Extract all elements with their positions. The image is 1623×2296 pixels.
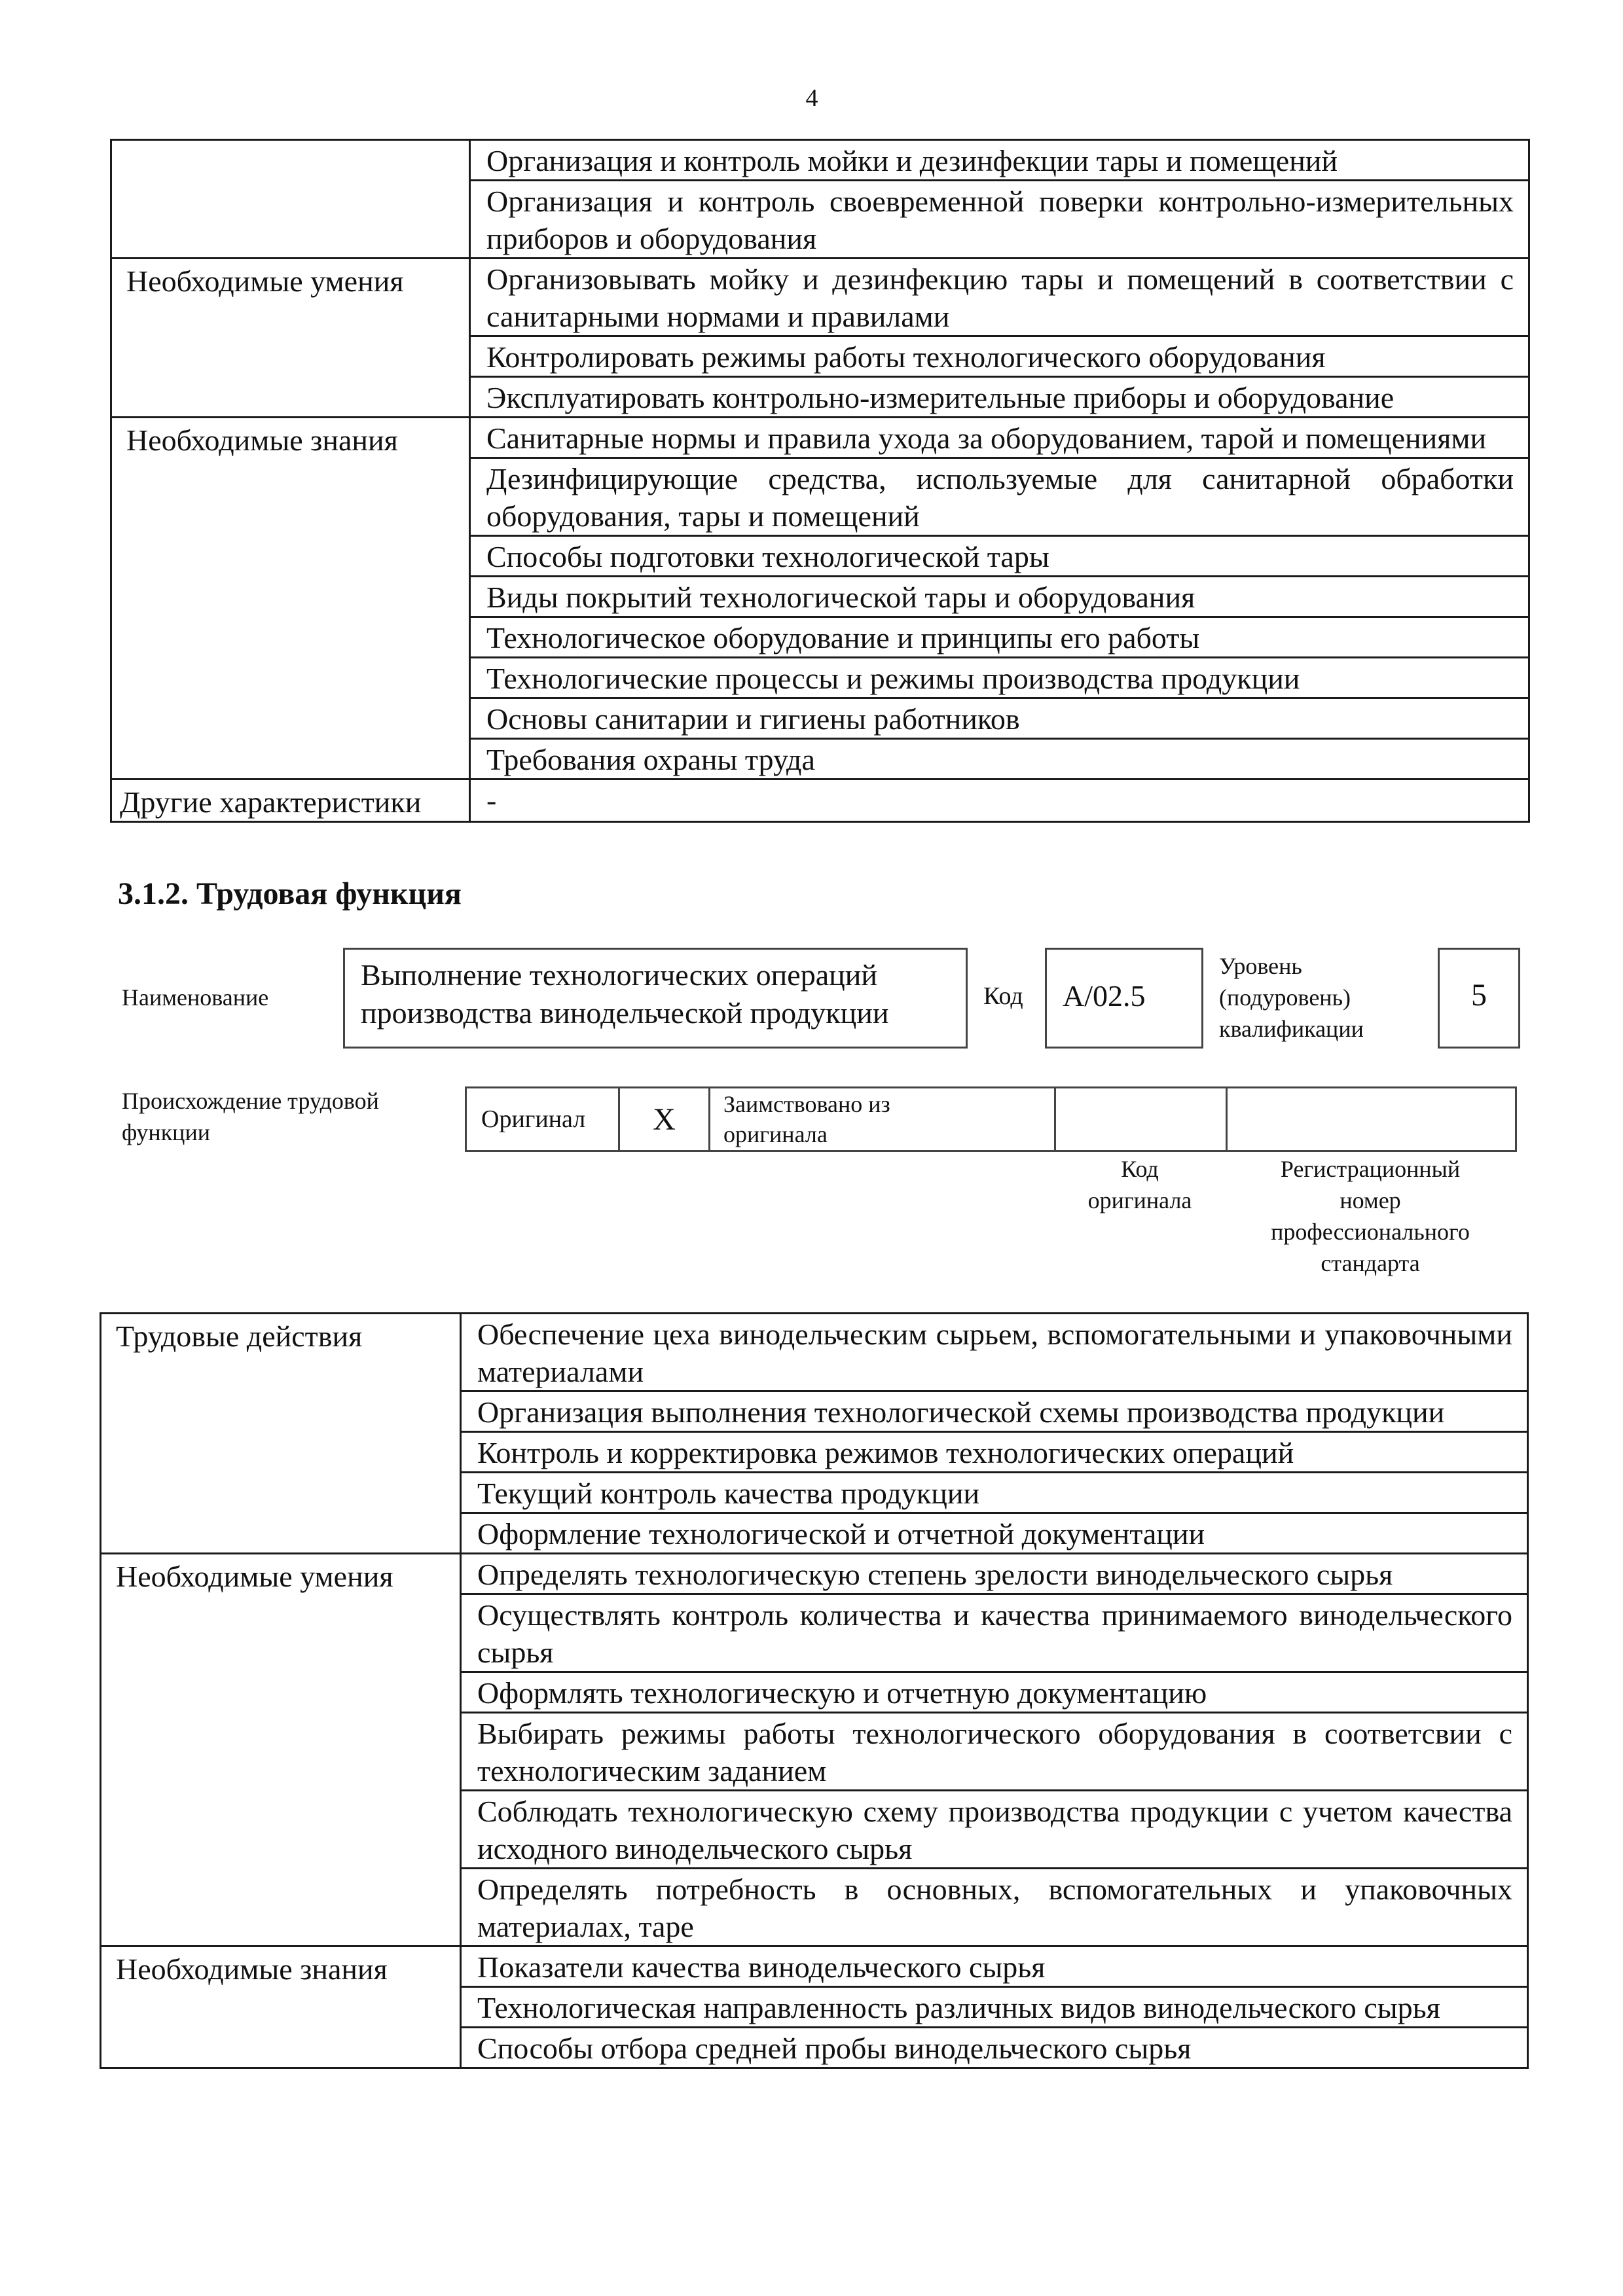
table-row — [111, 259, 1529, 336]
code-label: Код — [983, 982, 1023, 1010]
row-label: Трудовые действия — [101, 1314, 461, 1554]
list-item: Технологическая направленность различных видов винодельческого сырья — [461, 1987, 1528, 2028]
list-item: Технологическое оборудование и принципы его работы — [470, 617, 1529, 658]
table-row — [111, 140, 1529, 181]
original-label: Оригинал — [481, 1105, 586, 1133]
list-item: Определять потребность в основных, вспомогательных и упаковочных материалах, таре — [461, 1869, 1528, 1946]
original-mark-cell — [619, 1088, 710, 1151]
registration-caption — [1226, 1153, 1515, 1279]
original-cell — [466, 1088, 619, 1151]
list-item: Обеспечение цеха винодельческим сырьем, вспомогательными и упаковочными материалами — [461, 1314, 1528, 1391]
name-value-line2: производства винодельческой продукции — [361, 996, 889, 1030]
level-label-line1: Уровень — [1219, 953, 1302, 979]
row-label: Необходимые умения — [111, 259, 470, 418]
table-row — [111, 418, 1529, 458]
list-item: Определять технологическую степень зрелости винодельческого сырья — [461, 1554, 1528, 1594]
list-item: Способы отбора средней пробы винодельческого сырья — [461, 2028, 1528, 2068]
reg-caption-line1: Регистрационный — [1280, 1156, 1461, 1182]
row-label: Необходимые знания — [101, 1946, 461, 2068]
list-item: Организовывать мойку и дезинфекцию тары и помещений в соответствии с санитарными нормами и правилами — [470, 259, 1529, 336]
table-row — [101, 1314, 1528, 1391]
level-label-line2: (подуровень) — [1219, 984, 1351, 1011]
origin-label-line2: функции — [122, 1119, 210, 1145]
code-caption-line2: оригинала — [1087, 1187, 1192, 1213]
list-item: Выбирать режимы работы технологического оборудования в соответсвии с технологическим заданием — [461, 1713, 1528, 1791]
origin-table — [465, 1086, 1517, 1152]
code-caption — [1054, 1153, 1226, 1216]
name-value-line1: Выполнение технологических операций — [361, 958, 877, 992]
level-value-box — [1438, 948, 1520, 1049]
level-label — [1219, 950, 1364, 1045]
list-item: Технологические процессы и режимы производства продукции — [470, 658, 1529, 698]
list-item: Санитарные нормы и правила ухода за оборудованием, тарой и помещениями — [470, 418, 1529, 458]
borrowed-cell — [710, 1088, 1055, 1151]
list-item: Контроль и корректировка режимов технологических операций — [461, 1432, 1528, 1473]
original-code-cell — [1055, 1088, 1227, 1151]
name-label: Наименование — [122, 984, 269, 1011]
reg-caption-line3: профессионального — [1271, 1219, 1470, 1245]
list-item: Соблюдать технологическую схему производства продукции с учетом качества исходного винодельческого сырья — [461, 1791, 1528, 1869]
list-item: - — [470, 780, 1529, 822]
list-item: Осуществлять контроль количества и качества принимаемого винодельческого сырья — [461, 1594, 1528, 1672]
list-item: Организация и контроль своевременной поверки контрольно-измерительных приборов и оборудования — [470, 181, 1529, 259]
labor-function-table-continued — [110, 139, 1530, 823]
list-item: Основы санитарии и гигиены работников — [470, 698, 1529, 739]
row-label: Другие характеристики — [111, 780, 470, 822]
list-item: Дезинфицирующие средства, используемые для санитарной обработки оборудования, тары и помещений — [470, 458, 1529, 536]
code-value: A/02.5 — [1063, 979, 1146, 1013]
reg-caption-line4: стандарта — [1321, 1250, 1420, 1276]
code-caption-line1: Код — [1121, 1156, 1159, 1182]
reg-caption-line2: номер — [1340, 1187, 1401, 1213]
borrowed-label-line1: Заимствовано из — [723, 1091, 890, 1117]
list-item: Текущий контроль качества продукции — [461, 1473, 1528, 1513]
table-row — [111, 780, 1529, 822]
list-item: Эксплуатировать контрольно-измерительные приборы и оборудование — [470, 377, 1529, 418]
origin-label — [122, 1085, 379, 1148]
section-heading: 3.1.2. Трудовая функция — [118, 876, 462, 911]
list-item: Контролировать режимы работы технологического оборудования — [470, 336, 1529, 377]
registration-number-cell — [1227, 1088, 1516, 1151]
list-item: Требования охраны труда — [470, 739, 1529, 780]
origin-label-line1: Происхождение трудовой — [122, 1088, 379, 1114]
row-label — [111, 140, 470, 259]
list-item: Оформлять технологическую и отчетную документацию — [461, 1672, 1528, 1713]
code-value-box — [1045, 948, 1203, 1049]
list-item: Показатели качества винодельческого сырья — [461, 1946, 1528, 1987]
table-row — [101, 1554, 1528, 1594]
name-value-box — [343, 948, 968, 1049]
page-number: 4 — [805, 84, 818, 112]
list-item: Организация и контроль мойки и дезинфекции тары и помещений — [470, 140, 1529, 181]
row-label: Необходимые знания — [111, 418, 470, 780]
table-row — [101, 1946, 1528, 1987]
borrowed-label-line2: оригинала — [723, 1121, 828, 1147]
list-item: Способы подготовки технологической тары — [470, 536, 1529, 577]
original-mark: X — [653, 1102, 676, 1137]
list-item: Виды покрытий технологической тары и оборудования — [470, 577, 1529, 617]
list-item: Организация выполнения технологической схемы производства продукции — [461, 1391, 1528, 1432]
level-label-line3: квалификации — [1219, 1016, 1364, 1042]
level-value: 5 — [1471, 978, 1487, 1013]
labor-function-table — [100, 1312, 1529, 2069]
row-label: Необходимые умения — [101, 1554, 461, 1946]
list-item: Оформление технологической и отчетной документации — [461, 1513, 1528, 1554]
